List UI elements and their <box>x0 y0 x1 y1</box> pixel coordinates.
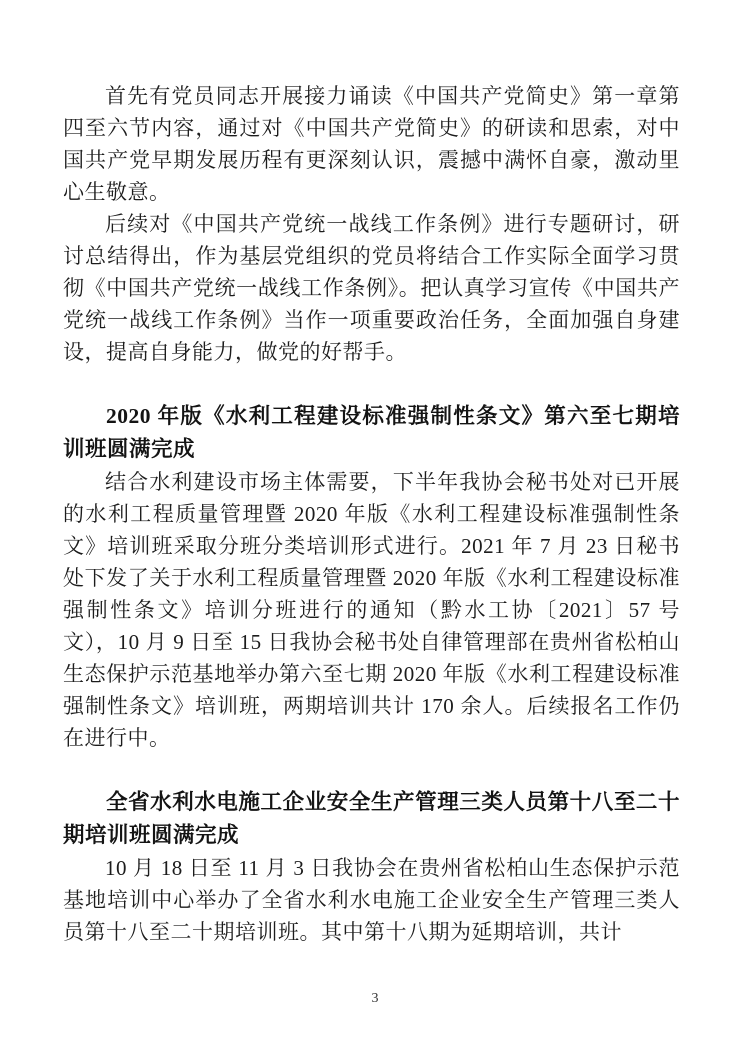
document-body <box>63 80 680 948</box>
paragraph-mandatory-provisions-training-detail: 结合水利建设市场主体需要，下半年我协会秘书处对已开展的水利工程质量管理暨 2020 年版《水利工程建设标准强制性条文》培训班采取分班分类培训形式进行。2021 年 7 月 23 日秘书处下发了关于水利工程质量管理暨 2020 年版《水利工程建设标准强制性条文》培训分班进行的通知（黔水工协〔2021〕57 号文），10 月 9 日至 15 日我协会秘书处自律管理部在贵州省松柏山生态保护示范基地举办第六至七期 2020 年版《水利工程建设标准强制性条文》培训班，两期培训共计 170 余人。后续报名工作仍在进行中。 <box>63 470 680 750</box>
paragraph-party-history-reading: 首先有党员同志开展接力诵读《中国共产党简史》第一章第四至六节内容，通过对《中国共产党简史》的研读和思索，对中国共产党早期发展历程有更深刻认识，震撼中满怀自豪，激动里心生敬意。 <box>63 84 680 204</box>
section-heading-mandatory-provisions-training: 2020 年版《水利工程建设标准强制性条文》第六至七期培训班圆满完成 <box>63 404 680 461</box>
page-number: 3 <box>371 991 379 1006</box>
section-heading-safety-management-training: 全省水利水电施工企业安全生产管理三类人员第十八至二十期培训班圆满完成 <box>63 790 680 847</box>
paragraph-safety-management-training-detail: 10 月 18 日至 11 月 3 日我协会在贵州省松柏山生态保护示范基地培训中心举办了全省水利水电施工企业安全生产管理三类人员第十八至二十期培训班。其中第十八期为延期培训，共计 <box>63 856 680 944</box>
paragraph-united-front-regulations: 后续对《中国共产党统一战线工作条例》进行专题研讨，研讨总结得出，作为基层党组织的党员将结合工作实际全面学习贯彻《中国共产党统一战线工作条例》。把认真学习宣传《中国共产党统一战线工作条例》当作一项重要政治任务，全面加强自身建设，提高自身能力，做党的好帮手。 <box>63 212 680 364</box>
